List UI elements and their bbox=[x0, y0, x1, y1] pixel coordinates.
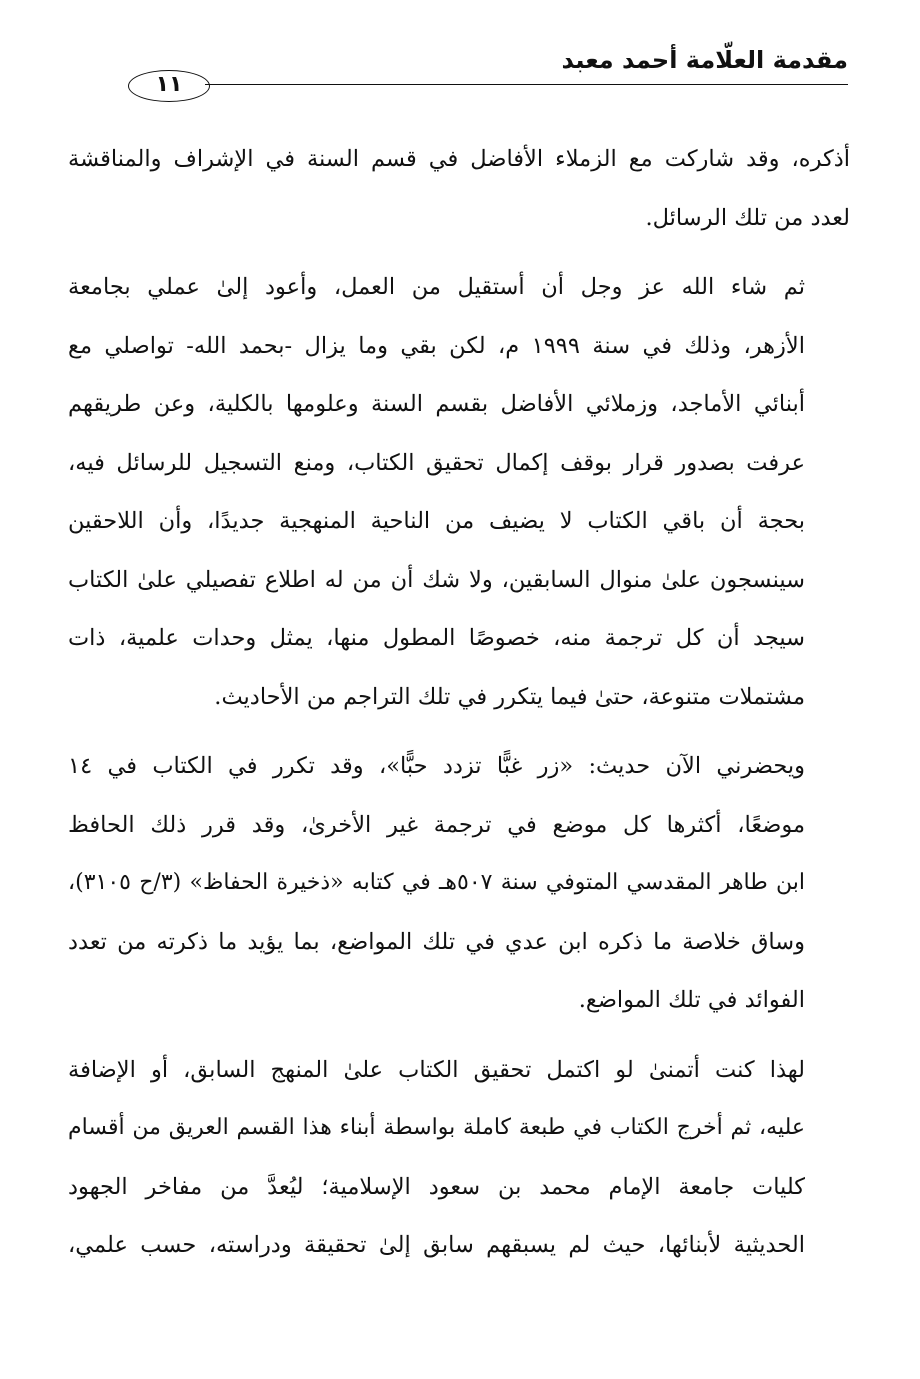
text-line: سينسجون علىٰ منوال السابقين، ولا شك أن من له اطلاع تفصيلي علىٰ الكتاب bbox=[68, 566, 805, 593]
text-line: موضعًا، أكثرها كل موضع في ترجمة غير الأخرىٰ، وقد قرر ذلك الحافظ bbox=[68, 811, 805, 838]
text-line: الأزهر، وذلك في سنة ١٩٩٩ م، لكن بقي وما يزال -بحمد الله- تواصلي مع bbox=[68, 332, 805, 359]
text-line: ابن طاهر المقدسي المتوفي سنة ٥٠٧هـ في كتابه «ذخيرة الحفاظ» (٣/ح ٣١٠٥)، bbox=[68, 870, 806, 895]
paragraph-4 bbox=[68, 1041, 850, 1275]
page-header bbox=[0, 0, 920, 110]
text-line: الحديثية لأبنائها، حيث لم يسبقهم سابق إلىٰ تحقيقة ودراسته، حسب علمي، bbox=[68, 1232, 805, 1258]
paragraph-2 bbox=[68, 258, 850, 726]
page-number-badge: ١١ bbox=[128, 70, 210, 102]
text-line: كليات جامعة الإمام محمد بن سعود الإسلامية؛ ليُعدَّ من مفاخر الجهود bbox=[68, 1173, 805, 1200]
text-line: أبنائي الأماجد، وزملائي الأفاضل بقسم السنة وعلومها بالكلية، وعن طريقهم bbox=[68, 391, 805, 417]
text-line: لعدد من تلك الرسائل. bbox=[645, 204, 850, 231]
text-line: الفوائد في تلك المواضع. bbox=[578, 987, 805, 1013]
paragraph-1 bbox=[68, 130, 850, 247]
running-title: مقدمة العلّامة أحمد معبد bbox=[561, 46, 848, 74]
text-line: عرفت بصدور قرار بوقف إكمال تحقيق الكتاب، ومنع التسجيل للرسائل فيه، bbox=[68, 449, 805, 476]
text-line: ويحضرني الآن حديث: «زر غبًّا تزدد حبًّا»، وقد تكرر في الكتاب في ١٤ bbox=[68, 753, 805, 779]
text-line: مشتملات متنوعة، حتىٰ فيما يتكرر في تلك التراجم من الأحاديث. bbox=[214, 683, 805, 710]
paragraph-3 bbox=[68, 737, 850, 1030]
text-line: ثم شاء الله عز وجل أن أستقيل من العمل، وأعود إلىٰ عملي بجامعة bbox=[68, 274, 805, 300]
text-line: وساق خلاصة ما ذكره ابن عدي في تلك المواضع، بما يؤيد ما ذكرته من تعدد bbox=[68, 928, 805, 955]
text-line: لهذا كنت أتمنىٰ لو اكتمل تحقيق الكتاب علىٰ المنهج السابق، أو الإضافة bbox=[68, 1056, 805, 1083]
header-rule bbox=[205, 84, 848, 85]
text-line: أذكره، وقد شاركت مع الزملاء الأفاضل في قسم السنة في الإشراف والمناقشة bbox=[68, 146, 850, 172]
text-line: سيجد أن كل ترجمة منه، خصوصًا المطول منها، يمثل وحدات علمية، ذات bbox=[68, 625, 805, 651]
body-text bbox=[68, 130, 850, 1275]
text-line: عليه، ثم أخرج الكتاب في طبعة كاملة بواسطة أبناء هذا القسم العريق من أقسام bbox=[68, 1115, 805, 1140]
text-line: بحجة أن باقي الكتاب لا يضيف من الناحية المنهجية جديدًا، وأن اللاحقين bbox=[68, 508, 805, 534]
